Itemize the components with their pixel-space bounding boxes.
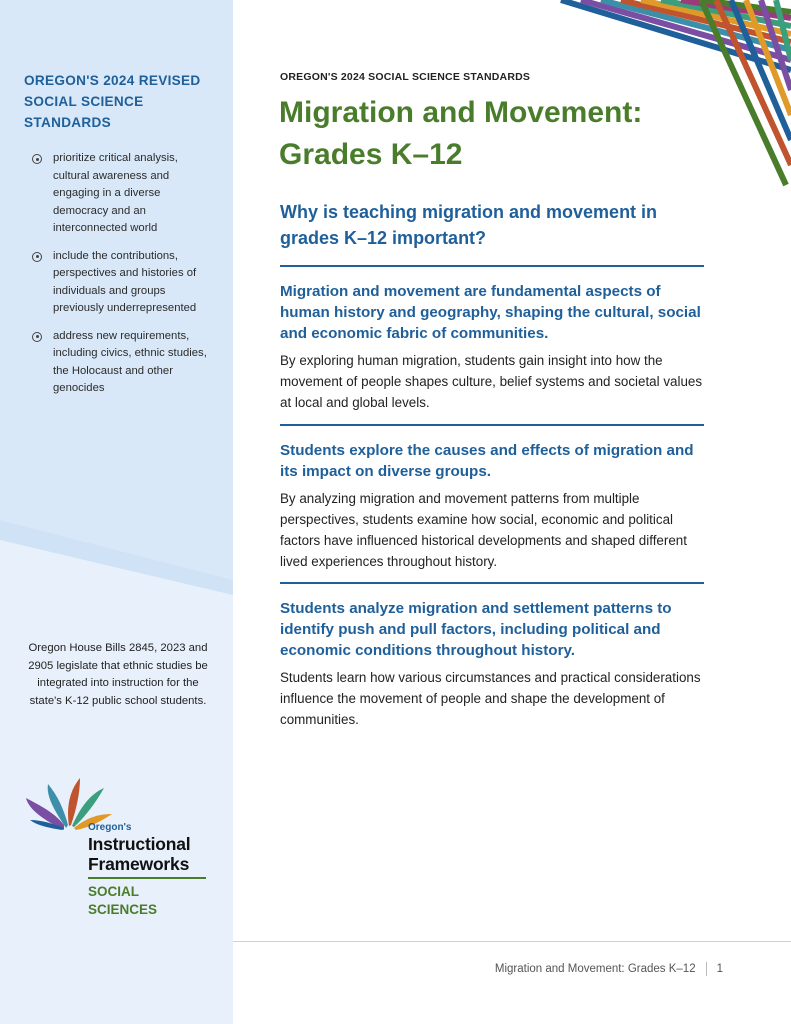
logo-frameworks-text: Frameworks [88,854,190,874]
logo-sciences-text: SCIENCES [88,902,158,917]
sidebar-heading: OREGON'S 2024 REVISED SOCIAL SCIENCE STANDARDS [24,73,201,130]
section-question: Why is teaching migration and movement in grades K–12 important? [280,202,658,248]
logo-instructional-text: Instructional [88,834,191,854]
content-section [280,424,704,572]
list-item [32,248,212,318]
circle-bullet-icon [32,332,42,342]
footer-divider [233,941,791,942]
section-body: By analyzing migration and movement patterns from multiple perspectives, students examine how social, economic and political factors have influenced historical developments and shaped different lived experiences throughout history. [280,491,687,569]
content-section [280,582,704,730]
circle-bullet-icon [32,154,42,164]
section-heading: Students explore the causes and effects of migration and its impact on diverse groups. [280,442,694,480]
footer-separator [706,962,707,976]
instructional-frameworks-logo [24,770,214,920]
document-kicker: OREGON'S 2024 SOCIAL SCIENCE STANDARDS [280,71,531,83]
section-body: By exploring human migration, students gain insight into how the movement of people shapes culture, belief systems and societal values at local and global levels. [280,353,703,410]
sidebar-decorative-shape [0,520,233,640]
section-heading: Students analyze migration and settlement patterns to identify push and pull factors, including political and economic conditions throughout history. [280,600,672,659]
section-divider [280,582,704,584]
list-item-text: prioritize critical analysis, cultural awareness and engaging in a diverse democracy and an interconnected world [53,152,178,234]
section-body: Students learn how various circumstances and practical considerations influence the movement of people and shape the development of communities. [280,670,701,727]
section-divider [280,424,704,426]
logo-divider [88,877,206,879]
sidebar [0,0,233,1024]
footer-title: Migration and Movement: Grades K–12 [494,963,696,976]
list-item-text: address new requirements, including civics, ethnic studies, the Holocaust and other genocides [53,329,207,394]
legislation-note: Oregon House Bills 2845, 2023 and 2905 legislate that ethnic studies be integrated into instruction for the state's K-12 public school students. [28,642,208,707]
section-divider [280,265,704,267]
list-item [32,150,212,238]
page-number: 1 [716,963,723,976]
logo-oregons-text: Oregon's [88,822,132,833]
sidebar-bullet-list [32,150,212,408]
page-footer [495,962,723,976]
page-title: Migration and Movement: Grades K–12 [279,96,643,171]
logo-social-text: SOCIAL [88,884,140,899]
list-item-text: include the contributions, perspectives and histories of individuals and groups previously underrepresented [53,249,197,314]
section-heading: Migration and movement are fundamental aspects of human history and geography, shaping the cultural, social and economic fabric of communities. [280,283,701,342]
content-section [280,265,704,413]
list-item [32,328,212,398]
circle-bullet-icon [32,252,42,262]
